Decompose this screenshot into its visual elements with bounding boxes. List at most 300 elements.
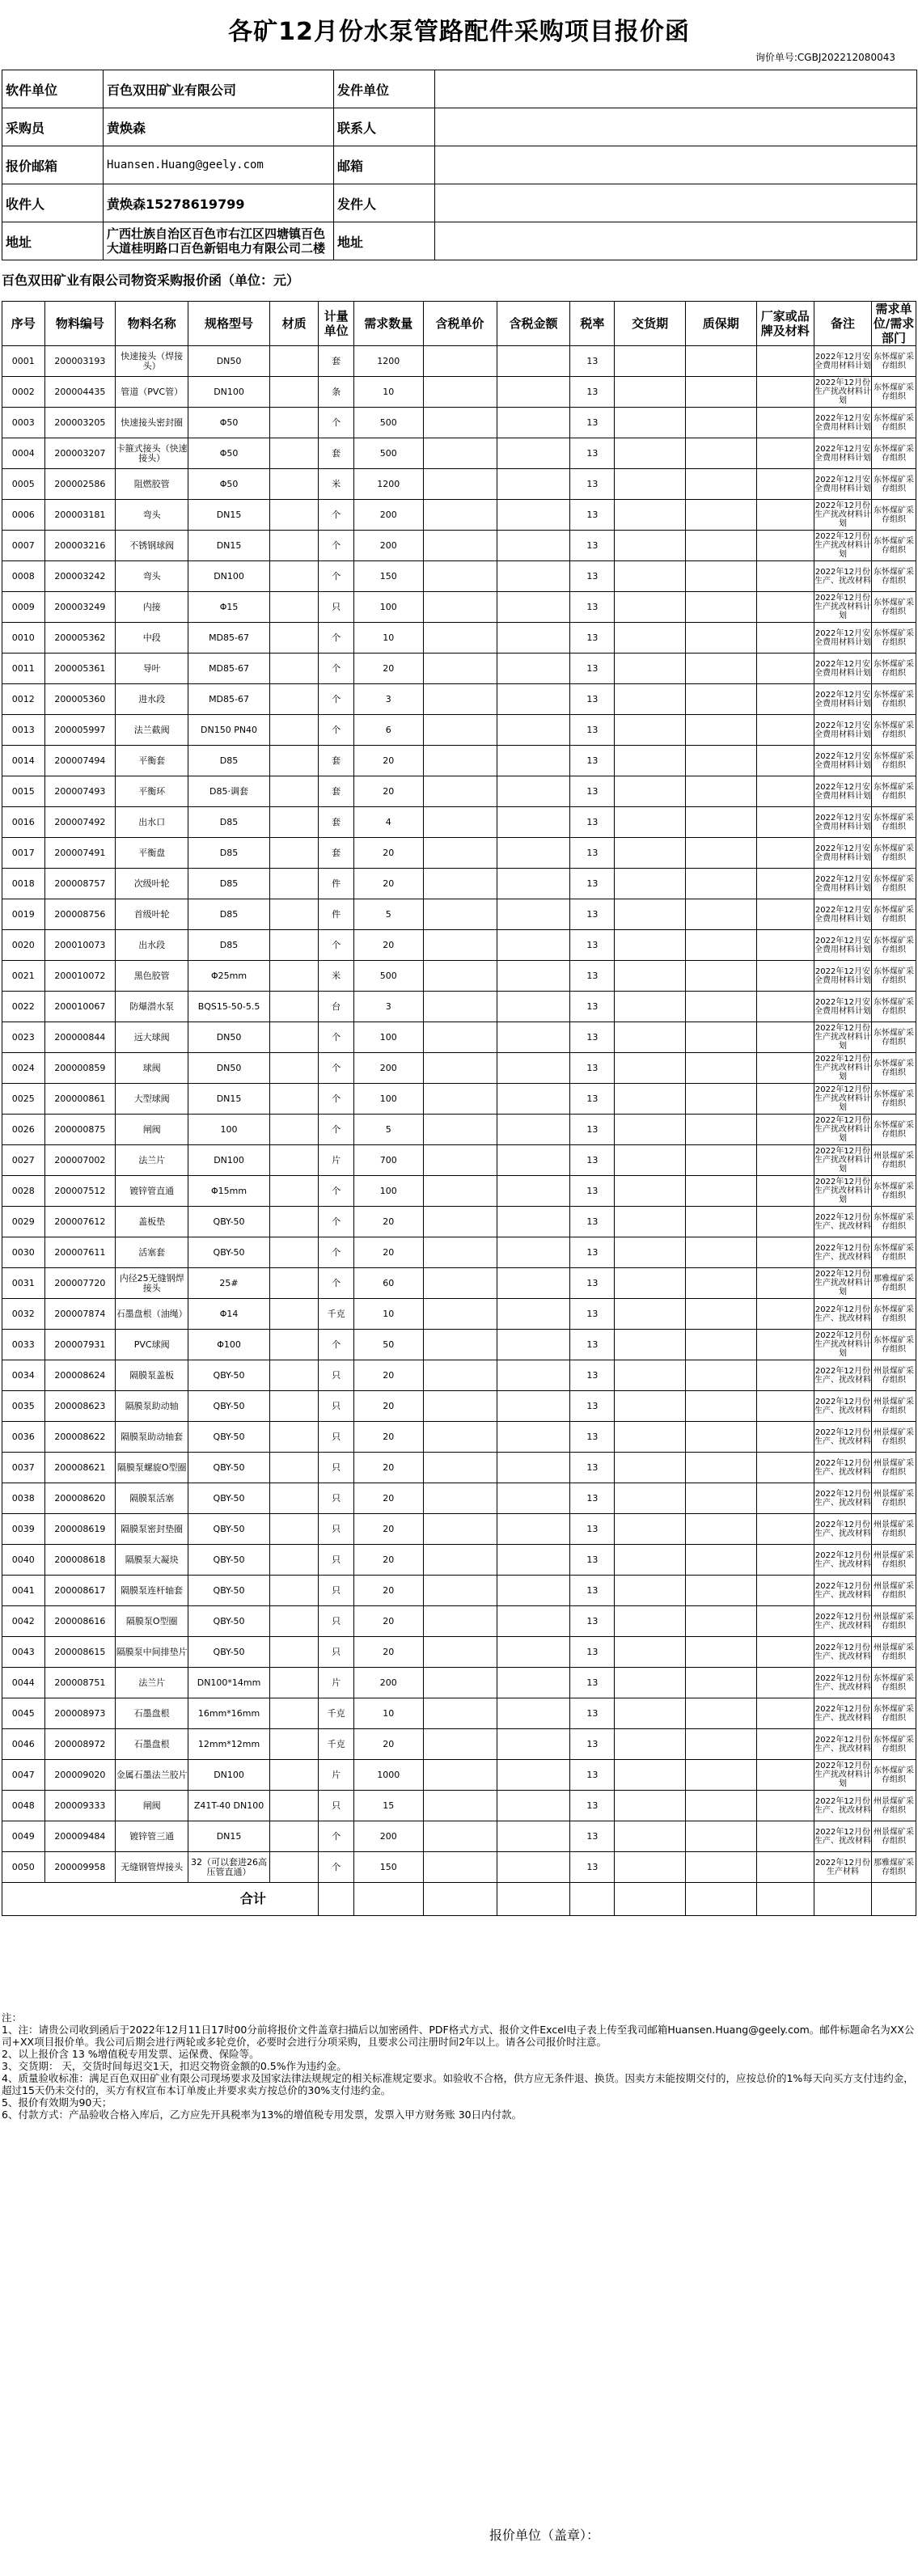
unit-price-with-tax[interactable] bbox=[423, 623, 497, 654]
delivery-period[interactable] bbox=[615, 776, 686, 807]
unit-price-with-tax[interactable] bbox=[423, 1821, 497, 1852]
unit-price-with-tax[interactable] bbox=[423, 1729, 497, 1760]
manufacturer-brand[interactable] bbox=[756, 1145, 814, 1176]
unit-price-with-tax[interactable] bbox=[423, 438, 497, 469]
unit-price-with-tax[interactable] bbox=[423, 1360, 497, 1391]
delivery-period[interactable] bbox=[615, 746, 686, 776]
warranty-period[interactable] bbox=[685, 500, 756, 531]
manufacturer-brand[interactable] bbox=[756, 1053, 814, 1084]
email-value[interactable] bbox=[435, 146, 917, 184]
unit-price-with-tax[interactable] bbox=[423, 377, 497, 408]
material-code: 200008623 bbox=[44, 1391, 116, 1422]
demand-department: 那雅煤矿采存组织 bbox=[872, 1852, 916, 1883]
manufacturer-brand[interactable] bbox=[756, 807, 814, 838]
manufacturer-brand[interactable] bbox=[756, 838, 814, 869]
amount-with-tax[interactable] bbox=[497, 1237, 570, 1268]
material-code: 200008620 bbox=[44, 1483, 116, 1514]
delivery-period[interactable] bbox=[615, 715, 686, 746]
delivery-period[interactable] bbox=[615, 899, 686, 930]
amount-with-tax[interactable] bbox=[497, 1115, 570, 1145]
manufacturer-brand[interactable] bbox=[756, 346, 814, 377]
warranty-period[interactable] bbox=[685, 1330, 756, 1360]
unit-price-with-tax[interactable] bbox=[423, 1115, 497, 1145]
delivery-period[interactable] bbox=[615, 1698, 686, 1729]
warranty-period[interactable] bbox=[685, 1852, 756, 1883]
material-code: 200007931 bbox=[44, 1330, 116, 1360]
warranty-period[interactable] bbox=[685, 1637, 756, 1668]
manufacturer-brand[interactable] bbox=[756, 1606, 814, 1637]
manufacturer-brand[interactable] bbox=[756, 561, 814, 592]
unit-price-with-tax[interactable] bbox=[423, 684, 497, 715]
delivery-period[interactable] bbox=[615, 1637, 686, 1668]
manufacturer-brand[interactable] bbox=[756, 684, 814, 715]
amount-with-tax[interactable] bbox=[497, 1299, 570, 1330]
delivery-period[interactable] bbox=[615, 1115, 686, 1145]
amount-with-tax[interactable] bbox=[497, 592, 570, 623]
manufacturer-brand[interactable] bbox=[756, 377, 814, 408]
delivery-period[interactable] bbox=[615, 1668, 686, 1698]
sender-value[interactable] bbox=[435, 184, 917, 222]
amount-with-tax[interactable] bbox=[497, 1698, 570, 1729]
warranty-period[interactable] bbox=[685, 1176, 756, 1207]
material-code: 200004435 bbox=[44, 377, 116, 408]
amount-with-tax[interactable] bbox=[497, 715, 570, 746]
tax-rate: 13 bbox=[570, 408, 615, 438]
manufacturer-brand[interactable] bbox=[756, 1852, 814, 1883]
unit-price-with-tax[interactable] bbox=[423, 408, 497, 438]
tax-rate: 13 bbox=[570, 469, 615, 500]
warranty-period[interactable] bbox=[685, 1053, 756, 1084]
contact-value[interactable] bbox=[435, 108, 917, 146]
amount-with-tax[interactable] bbox=[497, 1453, 570, 1483]
amount-with-tax[interactable] bbox=[497, 1360, 570, 1391]
amount-with-tax[interactable] bbox=[497, 746, 570, 776]
warranty-period[interactable] bbox=[685, 930, 756, 961]
amount-with-tax[interactable] bbox=[497, 776, 570, 807]
manufacturer-brand[interactable] bbox=[756, 1729, 814, 1760]
delivery-period[interactable] bbox=[615, 408, 686, 438]
manufacturer-brand[interactable] bbox=[756, 1760, 814, 1791]
amount-with-tax[interactable] bbox=[497, 469, 570, 500]
warranty-period[interactable] bbox=[685, 408, 756, 438]
unit-price-with-tax[interactable] bbox=[423, 1698, 497, 1729]
demand-department: 东怀煤矿采存组织 bbox=[872, 1330, 916, 1360]
delivery-period[interactable] bbox=[615, 807, 686, 838]
unit-price-with-tax[interactable] bbox=[423, 1422, 497, 1453]
amount-with-tax[interactable] bbox=[497, 869, 570, 899]
amount-with-tax[interactable] bbox=[497, 1668, 570, 1698]
amount-with-tax[interactable] bbox=[497, 899, 570, 930]
remark: 2022年12月安全费用材料计划 bbox=[814, 469, 871, 500]
delivery-period[interactable] bbox=[615, 992, 686, 1022]
row-number: 0002 bbox=[2, 377, 45, 408]
manufacturer-brand[interactable] bbox=[756, 1514, 814, 1545]
delivery-period[interactable] bbox=[615, 438, 686, 469]
unit-price-with-tax[interactable] bbox=[423, 1545, 497, 1576]
delivery-period[interactable] bbox=[615, 1299, 686, 1330]
manufacturer-brand[interactable] bbox=[756, 1391, 814, 1422]
unit-price-with-tax[interactable] bbox=[423, 1268, 497, 1299]
unit-price-with-tax[interactable] bbox=[423, 500, 497, 531]
delivery-period[interactable] bbox=[615, 1760, 686, 1791]
manufacturer-brand[interactable] bbox=[756, 531, 814, 561]
unit-price-with-tax[interactable] bbox=[423, 838, 497, 869]
amount-with-tax[interactable] bbox=[497, 1729, 570, 1760]
amount-with-tax[interactable] bbox=[497, 1821, 570, 1852]
unit-price-with-tax[interactable] bbox=[423, 469, 497, 500]
warranty-period[interactable] bbox=[685, 1207, 756, 1237]
amount-with-tax[interactable] bbox=[497, 1145, 570, 1176]
unit-price-with-tax[interactable] bbox=[423, 1453, 497, 1483]
delivery-period[interactable] bbox=[615, 869, 686, 899]
warranty-period[interactable] bbox=[685, 992, 756, 1022]
delivery-period[interactable] bbox=[615, 1084, 686, 1115]
demand-department: 州景煤矿采存组织 bbox=[872, 1453, 916, 1483]
warranty-period[interactable] bbox=[685, 1698, 756, 1729]
warranty-period[interactable] bbox=[685, 346, 756, 377]
warranty-period[interactable] bbox=[685, 1668, 756, 1698]
unit: 千克 bbox=[319, 1299, 354, 1330]
delivery-period[interactable] bbox=[615, 1145, 686, 1176]
manufacturer-brand[interactable] bbox=[756, 869, 814, 899]
delivery-period[interactable] bbox=[615, 469, 686, 500]
warranty-period[interactable] bbox=[685, 1237, 756, 1268]
unit-price-with-tax[interactable] bbox=[423, 1668, 497, 1698]
material-name: 镀锌管直通 bbox=[116, 1176, 188, 1207]
amount-with-tax[interactable] bbox=[497, 1791, 570, 1821]
material-code: 200008751 bbox=[44, 1668, 116, 1698]
warranty-period[interactable] bbox=[685, 807, 756, 838]
manufacturer-brand[interactable] bbox=[756, 1330, 814, 1360]
amount-with-tax[interactable] bbox=[497, 438, 570, 469]
amount-with-tax[interactable] bbox=[497, 1483, 570, 1514]
amount-with-tax[interactable] bbox=[497, 1268, 570, 1299]
amount-with-tax[interactable] bbox=[497, 531, 570, 561]
warranty-period[interactable] bbox=[685, 1576, 756, 1606]
delivery-period[interactable] bbox=[615, 1422, 686, 1453]
amount-with-tax[interactable] bbox=[497, 838, 570, 869]
manufacturer-brand[interactable] bbox=[756, 623, 814, 654]
warranty-period[interactable] bbox=[685, 961, 756, 992]
material-code: 200003249 bbox=[44, 592, 116, 623]
delivery-period[interactable] bbox=[615, 1606, 686, 1637]
quote-email-value: Huansen.Huang@geely.com bbox=[104, 146, 334, 184]
warranty-period[interactable] bbox=[685, 746, 756, 776]
delivery-period[interactable] bbox=[615, 684, 686, 715]
warranty-period[interactable] bbox=[685, 1115, 756, 1145]
tax-rate: 13 bbox=[570, 1576, 615, 1606]
manufacturer-brand[interactable] bbox=[756, 746, 814, 776]
spec-model: MD85-67 bbox=[188, 654, 270, 684]
manufacturer-brand[interactable] bbox=[756, 1668, 814, 1698]
unit-price-with-tax[interactable] bbox=[423, 715, 497, 746]
remark: 2022年12月安全费用材料计划 bbox=[814, 438, 871, 469]
table-row bbox=[2, 869, 916, 899]
amount-with-tax[interactable] bbox=[497, 1391, 570, 1422]
unit-price-with-tax[interactable] bbox=[423, 992, 497, 1022]
quantity: 20 bbox=[354, 869, 423, 899]
manufacturer-brand[interactable] bbox=[756, 1698, 814, 1729]
manufacturer-brand[interactable] bbox=[756, 469, 814, 500]
amount-with-tax[interactable] bbox=[497, 500, 570, 531]
demand-department: 东怀煤矿采存组织 bbox=[872, 1022, 916, 1053]
manufacturer-brand[interactable] bbox=[756, 1422, 814, 1453]
warranty-period[interactable] bbox=[685, 531, 756, 561]
tax-rate: 13 bbox=[570, 1453, 615, 1483]
delivery-period[interactable] bbox=[615, 1453, 686, 1483]
warranty-period[interactable] bbox=[685, 469, 756, 500]
amount-with-tax[interactable] bbox=[497, 623, 570, 654]
delivery-period[interactable] bbox=[615, 623, 686, 654]
manufacturer-brand[interactable] bbox=[756, 1545, 814, 1576]
amount-with-tax[interactable] bbox=[497, 1084, 570, 1115]
delivery-period[interactable] bbox=[615, 500, 686, 531]
unit-price-with-tax[interactable] bbox=[423, 807, 497, 838]
delivery-period[interactable] bbox=[615, 1237, 686, 1268]
warranty-period[interactable] bbox=[685, 1022, 756, 1053]
delivery-period[interactable] bbox=[615, 377, 686, 408]
delivery-period[interactable] bbox=[615, 1360, 686, 1391]
unit-price-with-tax[interactable] bbox=[423, 592, 497, 623]
warranty-period[interactable] bbox=[685, 592, 756, 623]
unit-price-with-tax[interactable] bbox=[423, 561, 497, 592]
delivery-period[interactable] bbox=[615, 1022, 686, 1053]
unit-price-with-tax[interactable] bbox=[423, 1852, 497, 1883]
manufacturer-brand[interactable] bbox=[756, 1115, 814, 1145]
unit-price-with-tax[interactable] bbox=[423, 531, 497, 561]
warranty-period[interactable] bbox=[685, 1760, 756, 1791]
warranty-period[interactable] bbox=[685, 377, 756, 408]
delivery-period[interactable] bbox=[615, 930, 686, 961]
delivery-period[interactable] bbox=[615, 531, 686, 561]
manufacturer-brand[interactable] bbox=[756, 961, 814, 992]
warranty-period[interactable] bbox=[685, 684, 756, 715]
sender-unit-value[interactable] bbox=[435, 70, 917, 108]
warranty-period[interactable] bbox=[685, 899, 756, 930]
delivery-period[interactable] bbox=[615, 346, 686, 377]
delivery-period[interactable] bbox=[615, 654, 686, 684]
manufacturer-brand[interactable] bbox=[756, 1576, 814, 1606]
remark: 2022年12月份生产、扰改材料 bbox=[814, 1360, 871, 1391]
warranty-period[interactable] bbox=[685, 1360, 756, 1391]
amount-with-tax[interactable] bbox=[497, 961, 570, 992]
delivery-period[interactable] bbox=[615, 1483, 686, 1514]
manufacturer-brand[interactable] bbox=[756, 438, 814, 469]
table-row bbox=[2, 1299, 916, 1330]
row-number: 0020 bbox=[2, 930, 45, 961]
manufacturer-brand[interactable] bbox=[756, 408, 814, 438]
unit-price-with-tax[interactable] bbox=[423, 1176, 497, 1207]
manufacturer-brand[interactable] bbox=[756, 776, 814, 807]
warranty-period[interactable] bbox=[685, 1299, 756, 1330]
unit-price-with-tax[interactable] bbox=[423, 1760, 497, 1791]
manufacturer-brand[interactable] bbox=[756, 1637, 814, 1668]
unit-price-with-tax[interactable] bbox=[423, 1637, 497, 1668]
unit-price-with-tax[interactable] bbox=[423, 1514, 497, 1545]
manufacturer-brand[interactable] bbox=[756, 1268, 814, 1299]
manufacturer-brand[interactable] bbox=[756, 1791, 814, 1821]
unit-price-with-tax[interactable] bbox=[423, 654, 497, 684]
unit-price-with-tax[interactable] bbox=[423, 1237, 497, 1268]
manufacturer-brand[interactable] bbox=[756, 1022, 814, 1053]
manufacturer-brand[interactable] bbox=[756, 1483, 814, 1514]
material-name: 球阀 bbox=[116, 1053, 188, 1084]
warranty-period[interactable] bbox=[685, 1483, 756, 1514]
warranty-period[interactable] bbox=[685, 654, 756, 684]
warranty-period[interactable] bbox=[685, 1268, 756, 1299]
delivery-period[interactable] bbox=[615, 1053, 686, 1084]
warranty-period[interactable] bbox=[685, 1084, 756, 1115]
amount-with-tax[interactable] bbox=[497, 408, 570, 438]
delivery-period[interactable] bbox=[615, 592, 686, 623]
manufacturer-brand[interactable] bbox=[756, 930, 814, 961]
table-row bbox=[2, 807, 916, 838]
unit-price-with-tax[interactable] bbox=[423, 1022, 497, 1053]
delivery-period[interactable] bbox=[615, 1330, 686, 1360]
manufacturer-brand[interactable] bbox=[756, 1237, 814, 1268]
manufacturer-brand[interactable] bbox=[756, 1821, 814, 1852]
amount-with-tax[interactable] bbox=[497, 1606, 570, 1637]
unit-price-with-tax[interactable] bbox=[423, 1053, 497, 1084]
manufacturer-brand[interactable] bbox=[756, 1207, 814, 1237]
amount-with-tax[interactable] bbox=[497, 346, 570, 377]
warranty-period[interactable] bbox=[685, 1422, 756, 1453]
spec-model: DN100*14mm bbox=[188, 1668, 270, 1698]
unit-price-with-tax[interactable] bbox=[423, 1299, 497, 1330]
manufacturer-brand[interactable] bbox=[756, 654, 814, 684]
unit-price-with-tax[interactable] bbox=[423, 869, 497, 899]
amount-with-tax[interactable] bbox=[497, 1760, 570, 1791]
amount-with-tax[interactable] bbox=[497, 684, 570, 715]
delivery-period[interactable] bbox=[615, 1791, 686, 1821]
warranty-period[interactable] bbox=[685, 1821, 756, 1852]
amount-with-tax[interactable] bbox=[497, 654, 570, 684]
unit-price-with-tax[interactable] bbox=[423, 1606, 497, 1637]
row-number: 0032 bbox=[2, 1299, 45, 1330]
warranty-period[interactable] bbox=[685, 1391, 756, 1422]
manufacturer-brand[interactable] bbox=[756, 500, 814, 531]
warranty-period[interactable] bbox=[685, 1545, 756, 1576]
note-line: 3、交货期： 天，交货时间每迟交1天，扣迟交物资金额的0.5%作为违约金。 bbox=[2, 2060, 347, 2072]
warranty-period[interactable] bbox=[685, 869, 756, 899]
amount-with-tax[interactable] bbox=[497, 377, 570, 408]
amount-with-tax[interactable] bbox=[497, 1053, 570, 1084]
warranty-period[interactable] bbox=[685, 838, 756, 869]
delivery-period[interactable] bbox=[615, 1514, 686, 1545]
warranty-period[interactable] bbox=[685, 438, 756, 469]
unit-price-with-tax[interactable] bbox=[423, 1483, 497, 1514]
amount-with-tax[interactable] bbox=[497, 561, 570, 592]
amount-with-tax[interactable] bbox=[497, 1545, 570, 1576]
unit-price-with-tax[interactable] bbox=[423, 1791, 497, 1821]
warranty-period[interactable] bbox=[685, 1514, 756, 1545]
unit-price-with-tax[interactable] bbox=[423, 930, 497, 961]
warranty-period[interactable] bbox=[685, 1606, 756, 1637]
delivery-period[interactable] bbox=[615, 961, 686, 992]
unit-price-with-tax[interactable] bbox=[423, 1084, 497, 1115]
amount-with-tax[interactable] bbox=[497, 1576, 570, 1606]
unit-price-with-tax[interactable] bbox=[423, 346, 497, 377]
manufacturer-brand[interactable] bbox=[756, 992, 814, 1022]
warranty-period[interactable] bbox=[685, 715, 756, 746]
amount-with-tax[interactable] bbox=[497, 930, 570, 961]
warranty-period[interactable] bbox=[685, 1729, 756, 1760]
unit-price-with-tax[interactable] bbox=[423, 776, 497, 807]
unit-price-with-tax[interactable] bbox=[423, 899, 497, 930]
total-amount[interactable] bbox=[497, 1883, 570, 1916]
unit-price-with-tax[interactable] bbox=[423, 746, 497, 776]
amount-with-tax[interactable] bbox=[497, 1514, 570, 1545]
delivery-period[interactable] bbox=[615, 1207, 686, 1237]
remark: 2022年12月份生产扰改材料计划 bbox=[814, 500, 871, 531]
warranty-period[interactable] bbox=[685, 623, 756, 654]
amount-with-tax[interactable] bbox=[497, 1176, 570, 1207]
amount-with-tax[interactable] bbox=[497, 1330, 570, 1360]
unit-price-with-tax[interactable] bbox=[423, 1207, 497, 1237]
delivery-period[interactable] bbox=[615, 1821, 686, 1852]
warranty-period[interactable] bbox=[685, 1791, 756, 1821]
warranty-period[interactable] bbox=[685, 1145, 756, 1176]
manufacturer-brand[interactable] bbox=[756, 1299, 814, 1330]
tax-rate: 13 bbox=[570, 1330, 615, 1360]
amount-with-tax[interactable] bbox=[497, 1022, 570, 1053]
delivery-period[interactable] bbox=[615, 1576, 686, 1606]
amount-with-tax[interactable] bbox=[497, 992, 570, 1022]
address2-value[interactable] bbox=[435, 222, 917, 260]
table-row bbox=[2, 1637, 916, 1668]
warranty-period[interactable] bbox=[685, 561, 756, 592]
manufacturer-brand[interactable] bbox=[756, 1360, 814, 1391]
unit-price-with-tax[interactable] bbox=[423, 1391, 497, 1422]
unit-price-with-tax[interactable] bbox=[423, 1576, 497, 1606]
address2-label: 地址 bbox=[334, 222, 435, 260]
manufacturer-brand[interactable] bbox=[756, 1084, 814, 1115]
warranty-period[interactable] bbox=[685, 776, 756, 807]
material bbox=[269, 1084, 318, 1115]
material-name: 闸阀 bbox=[116, 1791, 188, 1821]
unit-price-with-tax[interactable] bbox=[423, 1145, 497, 1176]
manufacturer-brand[interactable] bbox=[756, 592, 814, 623]
manufacturer-brand[interactable] bbox=[756, 899, 814, 930]
amount-with-tax[interactable] bbox=[497, 1207, 570, 1237]
unit-price-with-tax[interactable] bbox=[423, 1330, 497, 1360]
delivery-period[interactable] bbox=[615, 1729, 686, 1760]
unit: 只 bbox=[319, 1360, 354, 1391]
unit-price-with-tax[interactable] bbox=[423, 961, 497, 992]
delivery-period[interactable] bbox=[615, 1268, 686, 1299]
delivery-period[interactable] bbox=[615, 1176, 686, 1207]
amount-with-tax[interactable] bbox=[497, 807, 570, 838]
manufacturer-brand[interactable] bbox=[756, 1176, 814, 1207]
amount-with-tax[interactable] bbox=[497, 1637, 570, 1668]
material-code: 200008616 bbox=[44, 1606, 116, 1637]
demand-department: 州景煤矿采存组织 bbox=[872, 1483, 916, 1514]
delivery-period[interactable] bbox=[615, 561, 686, 592]
delivery-period[interactable] bbox=[615, 1391, 686, 1422]
manufacturer-brand[interactable] bbox=[756, 715, 814, 746]
delivery-period[interactable] bbox=[615, 1852, 686, 1883]
manufacturer-brand[interactable] bbox=[756, 1453, 814, 1483]
amount-with-tax[interactable] bbox=[497, 1852, 570, 1883]
delivery-period[interactable] bbox=[615, 1545, 686, 1576]
table-row bbox=[2, 1176, 916, 1207]
spec-model: Φ15mm bbox=[188, 1176, 270, 1207]
table-row bbox=[2, 1821, 916, 1852]
delivery-period[interactable] bbox=[615, 838, 686, 869]
row-number: 0022 bbox=[2, 992, 45, 1022]
warranty-period[interactable] bbox=[685, 1453, 756, 1483]
amount-with-tax[interactable] bbox=[497, 1422, 570, 1453]
